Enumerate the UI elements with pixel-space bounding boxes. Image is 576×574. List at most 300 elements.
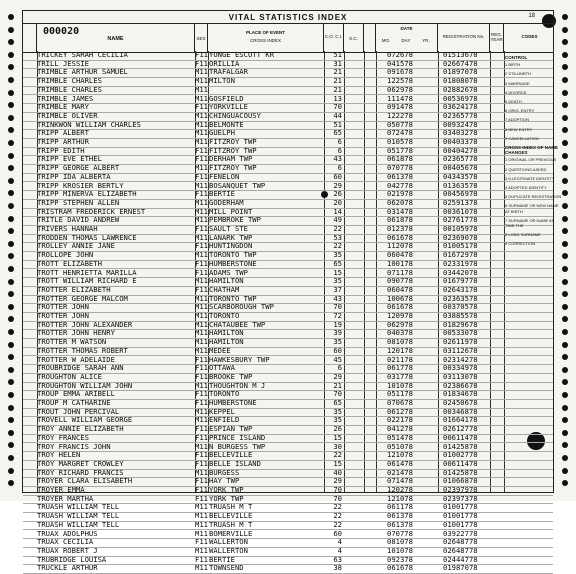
row-date: 010578 [387,137,413,146]
row-date: 072678 [387,50,413,59]
row-date: 070678 [387,398,413,407]
page-number: 18 [528,13,535,19]
row-registration: 01829678 [443,319,478,329]
feed-hole-icon [8,90,14,96]
feed-hole-icon [562,430,568,436]
feed-hole-icon [8,64,14,70]
row-sex: F11 [195,58,208,68]
row-sex: M11 [195,110,208,120]
row-registration: 00404278 [443,145,478,155]
row-sex: F11 [195,189,208,199]
row-date: 021178 [387,354,413,364]
row-place: SCARBOROUGH TWP [209,303,274,312]
row-name: TRIMBLE ARTHUR SAMUEL [37,68,128,77]
row-sex: M11 [195,467,208,477]
row-registration: 03403278 [443,128,478,138]
row-name: TROUBRIDGE SARAH ANN [37,364,124,373]
header-codes-label: CODES [521,34,538,39]
row-registration: 03442078 [443,267,478,277]
feed-hole-icon [8,266,14,272]
row-date: 041578 [387,58,413,68]
feed-hole-icon [562,455,568,461]
row-name: TROY MARGRET CROWLEY [37,459,124,468]
row-registration: 00536978 [443,93,478,103]
row-name: TROYER CLARA ELISABETH [37,477,133,486]
form-title: VITAL STATISTICS INDEX [228,13,348,22]
row-name: TROYER EMMA [37,486,85,494]
row-date: 072478 [387,128,413,138]
feed-hole-icon [8,480,14,486]
row-sex: M11 [195,545,208,555]
row-place: SAULT STE [209,225,248,233]
row-name: TROTTER M WATSON [37,338,107,347]
header-co-label: C.O. C.I. [324,34,343,39]
row-place: BURGESS [209,468,240,477]
row-place: HUNTINGDON [209,242,253,251]
row-date: 122578 [387,76,413,86]
row-place: TORONTO TWP [209,294,257,303]
row-sex: M11 [195,528,208,538]
row-registration: 02882678 [443,84,478,94]
row-name: TRIMBLE JAMES [37,94,94,103]
row-date: 070778 [387,163,413,173]
row-date: 022178 [387,415,413,425]
row-county: 39 [333,328,342,338]
row-place: ORILLIA [209,59,240,68]
header-date-yr: YR. [422,38,430,43]
header-sc [344,24,364,52]
row-registration: 00405678 [443,163,478,173]
row-name: TROLLEY ANNIE JANE [37,242,115,251]
row-place: GOSFIELD [209,94,244,103]
row-place: BROOKE TWP [209,372,253,381]
row-county: 21 [333,76,342,86]
row-county: 35 [333,276,342,286]
row-sex: F11 [195,458,208,468]
row-place: PEMBROKE TWP [209,216,261,225]
row-sex: F11 [195,450,208,460]
row-name: TRIPP IDA ALBERTA [37,172,111,181]
row-county: 30 [333,441,342,451]
row-sex: M11 [195,250,208,260]
row-date: 062978 [387,319,413,329]
row-registration: 00346878 [443,406,478,416]
row-name: TRIMBLE MARY [37,103,89,112]
row-place: HAMILTON [209,277,244,286]
row-registration: 02761778 [443,215,478,225]
feed-hole-icon [8,316,14,322]
row-county: 44 [333,110,342,120]
row-name: TROTT WILLIAM RICHARD E [37,277,137,286]
row-county: 22 [333,241,342,251]
row-registration: 01001778 [443,519,478,529]
row-registration: 02363578 [443,293,478,303]
row-registration: 03112678 [443,345,478,355]
row-sex: M11 [195,380,208,390]
row-county: 53 [333,232,342,242]
row-county: 45 [333,354,342,364]
row-county: 35 [333,337,342,347]
row-name: TRIPP EVE ETHEL [37,155,102,164]
code-entry: 4 DIVORCE [505,89,527,95]
row-county: 22 [333,502,342,512]
row-county: 6 [337,145,342,155]
row-place: BERTIE [209,190,235,199]
header-date-day: DAY [401,38,411,43]
row-sex: F11 [195,258,208,268]
row-county: 70 [333,302,342,312]
row-registration: 01808078 [443,76,478,86]
row-date: 061678 [387,232,413,242]
row-county: 14 [333,206,342,216]
row-county: 29 [333,476,342,486]
row-place: TRAFALGAR [209,68,248,77]
row-date: 081078 [387,337,413,347]
feed-hole-icon [8,392,14,398]
row-name: TRUASH WILLIAM TELL [37,503,120,512]
row-name: TRUASH WILLIAM TELL [37,520,120,529]
row-name: TROLLOPE JOHN [37,251,94,260]
row-county: 21 [333,67,342,77]
feed-hole-icon [562,316,568,322]
row-name: TRIPP GEORGE ALBERT [37,164,120,173]
feed-hole-icon [8,102,14,108]
row-place: OTTAWA [209,364,235,373]
row-date: 051078 [387,441,413,451]
feed-hole-icon [562,253,568,259]
row-place: DERHAM TWP [209,155,253,164]
row-name: TRUCKLE ARTHUR [37,564,98,573]
row-name: TROY ANNIE ELIZABETH [37,425,124,434]
feed-hole-icon [562,329,568,335]
header-reg-year-label: REG. YEAR [490,32,503,42]
feed-hole-icon [8,14,14,20]
row-county: 60 [333,345,342,355]
row-county: 21 [333,84,342,94]
row-name: TROUP M CATHARINE [37,399,111,407]
row-sex: M11 [195,311,208,320]
feed-hole-icon [8,279,14,285]
row-name: TRIMBLE OLIVER [37,111,98,120]
row-place: CHATHAM [209,285,240,294]
row-county: 15 [333,458,342,468]
code-entry: 1 BIRTH [505,62,521,68]
row-registration: 01987078 [443,563,478,573]
row-date: 061478 [387,458,413,468]
row-place: MILL POINT [209,207,253,216]
row-place: BOMERVILLE [209,529,253,538]
row-county: 6 [337,137,342,146]
row-name: TROY FRANCES [37,433,89,442]
code-entry: 9 CANCELLATION [505,135,539,141]
feed-hole-icon [8,455,14,461]
row-registration: 01425878 [443,441,478,451]
row-name: TROTTER GEORGE MALCOM [37,294,128,303]
row-sex: M11 [195,563,208,573]
row-registration: 02591378 [443,197,478,207]
row-date: 061278 [387,406,413,416]
row-sex: M11 [195,84,208,94]
row-sex: M11 [195,302,208,312]
row-date: 051778 [387,145,413,155]
feed-hole-icon [8,430,14,436]
row-place: HUMBERSTONE [209,399,257,407]
row-name: TRIMBLE CHARLES [37,77,102,86]
row-name: TROTTER ELIZABETH [37,285,111,294]
row-sex: M11 [195,293,208,303]
feed-hole-icon [562,14,568,20]
row-place: LANARK TWP [209,233,253,242]
row-place: ENFIELD [209,416,240,425]
row-county: 49 [333,215,342,225]
row-place: THOUGHTON M J [209,381,266,390]
row-date: 061178 [387,502,413,512]
header-sc-label: S.C. [349,36,358,41]
row-registration: 01897078 [443,67,478,77]
row-date: 021978 [387,189,413,199]
row-name: TRUAX ROBERT J [37,546,98,555]
row-date: 042778 [387,180,413,190]
row-sex: M11 [195,215,208,225]
row-place: TORONTO [209,390,240,399]
row-registration: 02365778 [443,154,478,164]
feed-hole-icon [8,367,14,373]
row-date: 061378 [387,171,413,181]
row-date: 091678 [387,67,413,77]
row-county: 29 [333,371,342,381]
row-registration: 01664178 [443,415,478,425]
header-co [324,24,344,52]
feed-hole-icon [8,342,14,348]
row-county: 20 [333,197,342,207]
row-date: 061678 [387,302,413,312]
row-registration: 02611978 [443,337,478,347]
row-sex: F11 [195,371,208,381]
row-registration: 02643178 [443,284,478,294]
row-sex: F11 [195,485,208,494]
feed-hole-icon [8,417,14,423]
header-reg-label: REGISTRATION No. [442,34,485,39]
row-county: 72 [333,311,342,320]
feed-hole-icon [8,405,14,411]
row-county: 22 [333,450,342,460]
header-sex-label: SEX [196,36,206,41]
row-date: 101078 [387,545,413,555]
row-sex: F11 [195,537,208,547]
row-county: 26 [333,189,342,199]
code-entry: 8 NEW ENTRY [505,126,533,132]
row-place: BELLEVILLE [209,451,253,460]
row-name: TRILL JESSIE [37,59,89,68]
row-place: YORK TWP [209,486,244,494]
row-name: TROY HELEN [37,451,81,460]
row-sex: M11 [195,502,208,512]
row-county: 35 [333,250,342,260]
row-name: TRIPP STEPHEN ALLEN [37,198,120,207]
row-sex: F11 [195,102,208,112]
row-place: MILTON [209,77,235,86]
row-date: 051478 [387,432,413,442]
row-place: BOSANQUET TWP [209,181,266,190]
row-place: WALLERTON [209,538,248,547]
row-name: TRINKWON WILLIAM CHARLES [37,120,141,129]
feed-hole-icon [562,39,568,45]
row-place: BERTIE [209,555,235,564]
row-county: 15 [333,432,342,442]
feed-hole-icon [8,379,14,385]
row-place: CHINGUACOUSY [209,111,261,120]
row-sex: F11 [195,476,208,486]
row-name: TROUGHTON WILLIAM JOHN [37,381,133,390]
row-county: 65 [333,128,342,138]
row-registration: 00611478 [443,458,478,468]
feed-hole-icon [8,241,14,247]
row-sex: M11 [195,180,208,190]
row-name: TRIPP EDITH [37,146,85,155]
feed-hole-icon [8,354,14,360]
feed-hole-icon [8,329,14,335]
row-date: 040378 [387,328,413,338]
feed-hole-icon [8,39,14,45]
row-sex: F11 [195,354,208,364]
row-county: 22 [333,511,342,521]
row-county: 19 [333,319,342,329]
row-registration: 02648778 [443,545,478,555]
row-name: TROTTER THOMAS ROBERT [37,346,128,355]
row-place: PRINCE ISLAND [209,433,266,442]
row-county: 4 [337,545,342,555]
row-sex: F11 [195,432,208,442]
feed-hole-icon [8,77,14,83]
row-date: 021478 [387,467,413,477]
row-date: 061778 [387,363,413,373]
row-registration: 03624178 [443,102,478,112]
row-registration: 00456978 [443,189,478,199]
code-entry: 7 SURNAME OR NAME AT TIME THE [505,217,554,229]
serial-number: 000020 [43,26,80,37]
row-date: 012378 [387,224,413,233]
feed-hole-icon [562,442,568,448]
row-county: 43 [333,154,342,164]
row-registration: 01363578 [443,180,478,190]
row-county: 21 [333,380,342,390]
row-sex: F11 [195,363,208,373]
row-name: TROVELL WILLIAM GEORGE [37,416,133,425]
header-date-mo: MO. [381,38,391,43]
row-registration: 01066878 [443,476,478,486]
row-name: TROTTER W ADELAIDE [37,355,115,364]
row-place: CHATAUBEE TWP [209,320,266,329]
row-name: TRIVERS HANNAH [37,225,98,233]
row-registration: 04343578 [443,171,478,181]
row-name: TRIPP ALBERT [37,129,89,138]
row-county: 38 [333,563,342,573]
row-sex: M11 [195,406,208,416]
row-county: 4 [337,537,342,547]
row-date: 061378 [387,511,413,521]
header-reg-year [490,24,504,52]
header-place [208,24,324,52]
row-registration: 02365778 [443,110,478,120]
row-date: 031778 [387,371,413,381]
feed-hole-icon [562,304,568,310]
row-date: 120278 [387,485,413,494]
feed-hole-icon [8,190,14,196]
row-county: 6 [337,363,342,373]
row-registration: 00334978 [443,363,478,373]
row-registration: 00932478 [443,119,478,129]
row-name: TROTTER JOHN [37,312,89,320]
header-name-label: NAME [107,36,124,42]
row-place: GODERHAM [209,198,244,207]
row-county: 35 [333,406,342,416]
row-date: 120178 [387,345,413,355]
row-date: 091478 [387,102,413,112]
feed-hole-icon [8,291,14,297]
row-registration: 02648778 [443,537,478,547]
row-place: HAMILTON [209,338,244,347]
row-registration: 01672978 [443,250,478,260]
row-date: 060478 [387,284,413,294]
row-name: TROTT ELIZABETH [37,259,102,268]
code-entry: 2 STILLBIRTH [505,71,531,77]
row-date: 070778 [387,528,413,538]
row-registration: 02397978 [443,485,478,494]
feed-hole-icon [8,228,14,234]
row-place: FENELON [209,172,240,181]
row-county: 6 [337,163,342,173]
feed-hole-icon [562,417,568,423]
row-sex: F11 [195,50,208,59]
row-county: 37 [333,284,342,294]
feed-hole-icon [562,27,568,33]
row-sex: F11 [195,389,208,399]
row-date: 090778 [387,276,413,286]
row-registration: 01001778 [443,511,478,521]
row-county: 22 [333,224,342,233]
row-sex: M11 [195,328,208,338]
row-sex: M11 [195,415,208,425]
row-registration: 03113078 [443,371,478,381]
feed-hole-icon [562,291,568,297]
row-sex: M11 [195,76,208,86]
row-sex: F11 [195,241,208,251]
row-registration: 01513678 [443,50,478,59]
row-registration: 02386678 [443,380,478,390]
column-header [23,23,553,53]
row-place: TORONTO [209,312,240,320]
row-sex: F11 [195,398,208,407]
row-place: TRUASH M T [209,503,253,512]
row-place: BELLE ISLAND [209,459,261,468]
row-date: 092378 [387,554,413,564]
row-date: 061878 [387,215,413,225]
row-county: 13 [333,93,342,103]
row-sex: F11 [195,493,208,503]
code-entry: 5 DEATH [505,99,522,105]
row-sex: M11 [195,519,208,529]
table-row [23,564,553,574]
row-registration: 02397378 [443,493,478,503]
row-date: 081078 [387,537,413,547]
row-sex: M11 [195,206,208,216]
header-date-label: DATE [400,26,413,31]
row-sex: M11 [195,441,208,451]
row-registration: 00611478 [443,432,478,442]
row-place: FITZROY TWP [209,138,257,146]
row-date: 100678 [387,293,413,303]
row-county: 31 [333,58,342,68]
